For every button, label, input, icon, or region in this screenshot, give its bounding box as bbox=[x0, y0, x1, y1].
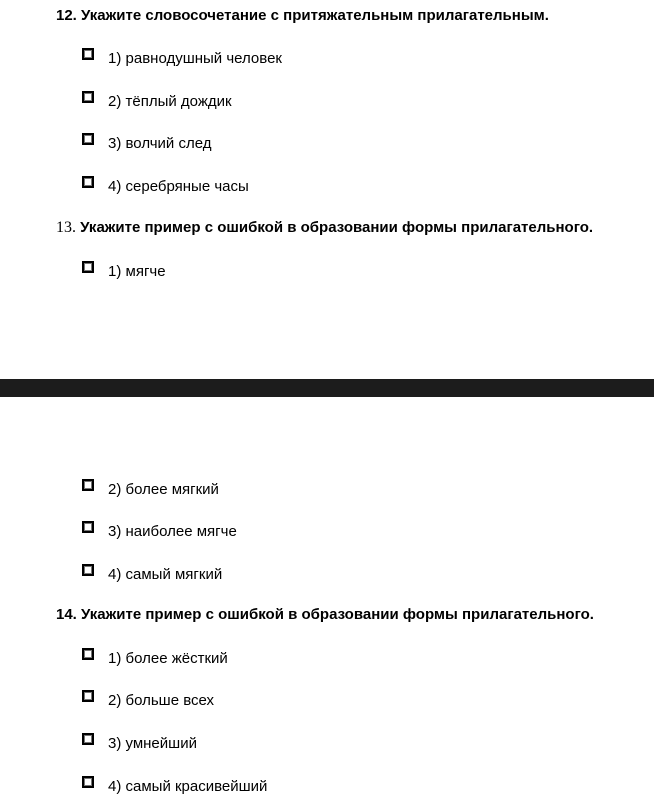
checkbox[interactable] bbox=[82, 91, 94, 103]
option-label: 2) больше всех bbox=[108, 691, 215, 709]
option-q12-3[interactable] bbox=[82, 133, 212, 153]
question-text: Укажите словосочетание с притяжательным прилагательным. bbox=[81, 7, 549, 24]
option-q13-2[interactable] bbox=[82, 479, 219, 499]
question-13-title bbox=[56, 219, 593, 237]
option-q14-3[interactable] bbox=[82, 733, 197, 753]
option-label: 4) серебряные часы bbox=[108, 177, 249, 195]
question-14-title bbox=[56, 606, 594, 624]
question-number: 12. bbox=[56, 7, 77, 24]
option-q13-1[interactable] bbox=[82, 261, 166, 281]
option-q14-1[interactable] bbox=[82, 648, 228, 668]
option-label: 1) более жёсткий bbox=[108, 649, 228, 667]
checkbox[interactable] bbox=[82, 261, 94, 273]
checkbox[interactable] bbox=[82, 690, 94, 702]
option-label: 4) самый красивейший bbox=[108, 777, 268, 795]
option-q13-3[interactable] bbox=[82, 521, 237, 541]
checkbox[interactable] bbox=[82, 564, 94, 576]
checkbox[interactable] bbox=[82, 521, 94, 533]
checkbox[interactable] bbox=[82, 133, 94, 145]
option-label: 3) волчий след bbox=[108, 134, 212, 152]
option-label: 2) более мягкий bbox=[108, 480, 219, 498]
option-q14-2[interactable] bbox=[82, 690, 214, 710]
option-label: 3) умнейший bbox=[108, 734, 197, 752]
option-q12-2[interactable] bbox=[82, 91, 232, 111]
option-q12-1[interactable] bbox=[82, 48, 282, 68]
checkbox[interactable] bbox=[82, 48, 94, 60]
option-label: 3) наиболее мягче bbox=[108, 522, 237, 540]
checkbox[interactable] bbox=[82, 733, 94, 745]
checkbox[interactable] bbox=[82, 776, 94, 788]
option-label: 4) самый мягкий bbox=[108, 565, 223, 583]
checkbox[interactable] bbox=[82, 176, 94, 188]
question-12-title bbox=[56, 7, 549, 25]
page-divider bbox=[0, 379, 654, 397]
question-text: Укажите пример с ошибкой в образовании формы прилагательного. bbox=[80, 219, 594, 236]
option-q14-4[interactable] bbox=[82, 776, 267, 796]
checkbox[interactable] bbox=[82, 479, 94, 491]
question-number: 13. bbox=[56, 219, 76, 236]
option-q12-4[interactable] bbox=[82, 176, 249, 196]
question-text: Укажите пример с ошибкой в образовании формы прилагательного. bbox=[81, 606, 594, 623]
question-number: 14. bbox=[56, 606, 77, 623]
checkbox[interactable] bbox=[82, 648, 94, 660]
option-label: 1) мягче bbox=[108, 262, 166, 280]
option-q13-4[interactable] bbox=[82, 564, 222, 584]
option-label: 2) тёплый дождик bbox=[108, 92, 232, 110]
option-label: 1) равнодушный человек bbox=[108, 49, 282, 67]
